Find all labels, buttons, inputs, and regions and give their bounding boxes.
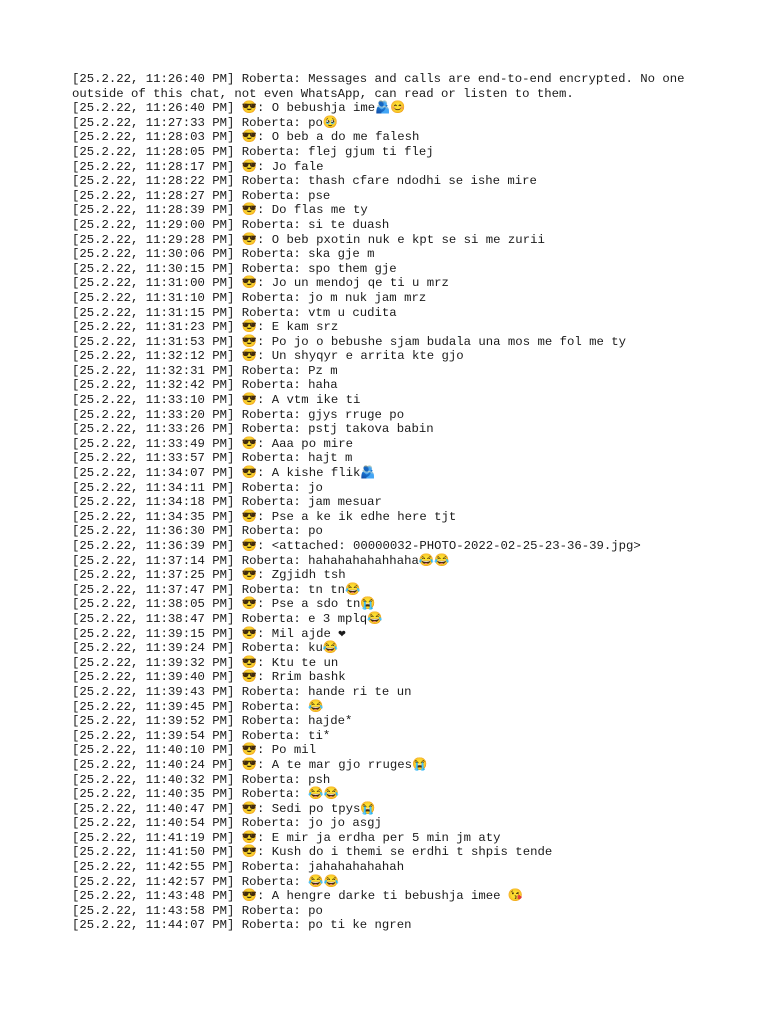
message-line: [25.2.22, 11:26:40 PM] Roberta: Messages and calls are end-to-end encrypted. No one outside of this chat, not even WhatsApp, can read or listen to them.	[72, 72, 692, 101]
message-line: [25.2.22, 11:43:48 PM] 😎: A hengre darke ti bebushja imee 😘	[72, 889, 524, 904]
message-line: [25.2.22, 11:31:00 PM] 😎: Jo un mendoj qe ti u mrz	[72, 276, 449, 291]
message-line: [25.2.22, 11:30:06 PM] Roberta: ska gje m	[72, 247, 375, 262]
message-line: [25.2.22, 11:44:07 PM] Roberta: po ti ke ngren	[72, 918, 412, 933]
message-line: [25.2.22, 11:42:57 PM] Roberta: 😂😂	[72, 874, 339, 889]
message-line: [25.2.22, 11:28:22 PM] Roberta: thash cfare ndodhi se ishe mire	[72, 174, 537, 189]
message-line: [25.2.22, 11:41:19 PM] 😎: E mir ja erdha per 5 min jm aty	[72, 830, 501, 845]
message-line: [25.2.22, 11:41:50 PM] 😎: Kush do i themi se erdhi t shpis tende	[72, 845, 553, 860]
message-line: [25.2.22, 11:31:53 PM] 😎: Po jo o bebushe sjam budala una mos me fol me ty	[72, 334, 627, 349]
message-line: [25.2.22, 11:32:12 PM] 😎: Un shyqyr e arrita kte gjo	[72, 349, 464, 364]
message-line: [25.2.22, 11:39:24 PM] Roberta: ku😂	[72, 641, 339, 656]
message-line: [25.2.22, 11:40:32 PM] Roberta: psh	[72, 772, 331, 787]
message-line: [25.2.22, 11:34:07 PM] 😎: A kishe flik🫂	[72, 466, 376, 481]
message-line: [25.2.22, 11:31:15 PM] Roberta: vtm u cudita	[72, 305, 397, 320]
message-line: [25.2.22, 11:40:10 PM] 😎: Po mil	[72, 743, 317, 758]
message-line: [25.2.22, 11:29:28 PM] 😎: O beb pxotin nuk e kpt se si me zurii	[72, 232, 545, 247]
message-line: [25.2.22, 11:32:31 PM] Roberta: Pz m	[72, 363, 338, 378]
message-line: [25.2.22, 11:34:18 PM] Roberta: jam mesuar	[72, 495, 382, 510]
message-line: [25.2.22, 11:33:49 PM] 😎: Aaa po mire	[72, 436, 353, 451]
message-line: [25.2.22, 11:33:20 PM] Roberta: gjys rruge po	[72, 407, 405, 422]
message-line: [25.2.22, 11:28:05 PM] Roberta: flej gjum ti flej	[72, 144, 434, 159]
chat-transcript	[72, 72, 712, 933]
message-line: [25.2.22, 11:28:27 PM] Roberta: pse	[72, 188, 331, 203]
message-line: [25.2.22, 11:28:17 PM] 😎: Jo fale	[72, 159, 324, 174]
message-line: [25.2.22, 11:40:47 PM] 😎: Sedi po tpys😭	[72, 801, 376, 816]
message-line: [25.2.22, 11:40:54 PM] Roberta: jo jo asgj	[72, 816, 382, 831]
message-line: [25.2.22, 11:40:24 PM] 😎: A te mar gjo rruges😭	[72, 757, 428, 772]
message-line: [25.2.22, 11:39:52 PM] Roberta: hajde*	[72, 714, 353, 729]
message-line: [25.2.22, 11:37:14 PM] Roberta: hahahahahahhaha😂😂	[72, 553, 450, 568]
message-line: [25.2.22, 11:33:57 PM] Roberta: hajt m	[72, 451, 353, 466]
message-line: [25.2.22, 11:34:35 PM] 😎: Pse a ke ik edhe here tjt	[72, 509, 457, 524]
message-line: [25.2.22, 11:27:33 PM] Roberta: po🥹	[72, 115, 339, 130]
message-line: [25.2.22, 11:39:40 PM] 😎: Rrim bashk	[72, 670, 346, 685]
message-line: [25.2.22, 11:39:32 PM] 😎: Ktu te un	[72, 655, 339, 670]
message-line: [25.2.22, 11:28:39 PM] 😎: Do flas me ty	[72, 203, 368, 218]
message-line: [25.2.22, 11:34:11 PM] Roberta: jo	[72, 480, 323, 495]
message-line: [25.2.22, 11:32:42 PM] Roberta: haha	[72, 378, 338, 393]
message-line: [25.2.22, 11:28:03 PM] 😎: O beb a do me falesh	[72, 130, 420, 145]
message-line: [25.2.22, 11:39:43 PM] Roberta: hande ri te un	[72, 684, 412, 699]
message-line: [25.2.22, 11:33:10 PM] 😎: A vtm ike ti	[72, 393, 361, 408]
message-line: [25.2.22, 11:42:55 PM] Roberta: jahahahahahah	[72, 860, 405, 875]
message-line: [25.2.22, 11:40:35 PM] Roberta: 😂😂	[72, 787, 339, 802]
message-line: [25.2.22, 11:37:47 PM] Roberta: tn tn😂	[72, 582, 361, 597]
message-line: [25.2.22, 11:39:45 PM] Roberta: 😂	[72, 699, 324, 714]
message-line: [25.2.22, 11:43:58 PM] Roberta: po	[72, 903, 323, 918]
message-line: [25.2.22, 11:39:15 PM] 😎: Mil ajde ❤	[72, 626, 346, 641]
message-line: [25.2.22, 11:33:26 PM] Roberta: pstj takova babin	[72, 422, 434, 437]
message-line: [25.2.22, 11:36:30 PM] Roberta: po	[72, 524, 323, 539]
message-line: [25.2.22, 11:38:47 PM] Roberta: e 3 mplq😂	[72, 611, 383, 626]
message-line: [25.2.22, 11:30:15 PM] Roberta: spo them gje	[72, 261, 397, 276]
message-line: [25.2.22, 11:37:25 PM] 😎: Zgjidh tsh	[72, 568, 346, 583]
message-line: [25.2.22, 11:36:39 PM] 😎: <attached: 00000032-PHOTO-2022-02-25-23-36-39.jpg>	[72, 539, 641, 553]
message-line: [25.2.22, 11:31:23 PM] 😎: E kam srz	[72, 320, 339, 335]
message-line: [25.2.22, 11:29:00 PM] Roberta: si te duash	[72, 217, 390, 232]
message-line: [25.2.22, 11:39:54 PM] Roberta: ti*	[72, 728, 331, 743]
message-line: [25.2.22, 11:26:40 PM] 😎: O bebushja ime🫂😊	[72, 101, 406, 116]
message-line: [25.2.22, 11:38:05 PM] 😎: Pse a sdo tn😭	[72, 597, 376, 612]
message-line: [25.2.22, 11:31:10 PM] Roberta: jo m nuk jam mrz	[72, 290, 427, 305]
